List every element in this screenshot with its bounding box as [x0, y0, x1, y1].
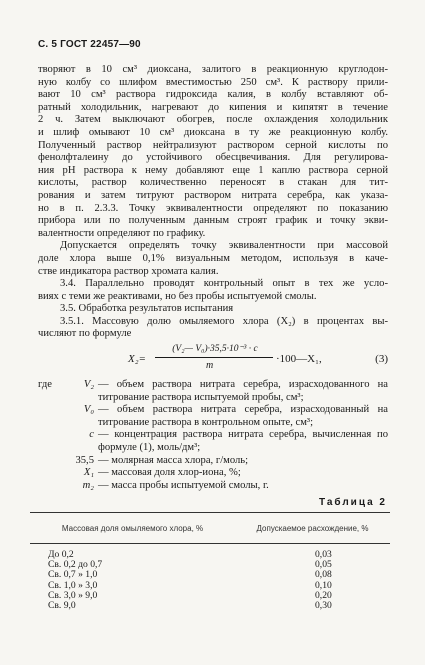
table-column-header: Допускаемое расхождение, % [256, 523, 369, 533]
variable-symbol: X₁ [83, 467, 94, 479]
text-line: ную колбу со шлифом вместимостью 250 см³. К раствору прили- [38, 76, 388, 88]
text-line: прибора или по полученным данным строят график и точку экви- [38, 215, 388, 227]
text-line: 2 ч. Затем выключают обогрев, после охлаждения холодильник [38, 114, 388, 126]
formula-rest: ·100—X₁, [276, 353, 322, 366]
variable-description: — концентрация раствора нитрата серебра, вычисленная по формуле (1), моль/дм³; [98, 429, 388, 454]
table-cell-value: 0,10 [315, 579, 332, 591]
page-header: С. 5 ГОСТ 22457—90 [38, 39, 141, 50]
table-cell-range: Св. 0,7 » 1,0 [48, 569, 98, 581]
text-line: валентности определяют по графику. [38, 227, 206, 239]
table-row [30, 601, 390, 611]
text-line: 3.5.1. Массовую долю омыляемого хлора (X₂) в процентах вы- [60, 315, 388, 327]
section-heading [38, 303, 388, 316]
text-line: фенолфталеину до устойчивого обесцвечивания. Для регулирова- [38, 152, 388, 164]
table-column-header: Массовая доля омыляемого хлора, % [61, 523, 204, 533]
variable-symbol: m₂ [82, 479, 94, 491]
text-line: ния pH раствора к нему добавляют еще 1 каплю раствора серной [38, 164, 388, 176]
table-row [30, 591, 390, 601]
variable-symbol: c [89, 429, 94, 441]
variable-description: — масса пробы испытуемой смолы, г. [98, 479, 269, 491]
text-line: ратный холодильник, нагревают до кипения и кипятят в течение [38, 101, 388, 113]
where-intro: где [38, 379, 52, 391]
formula-denominator: m [206, 360, 214, 372]
variable-symbol: V₀ [83, 404, 94, 416]
text-line: кислоты, раствор количественно переносят в стакан для тит- [38, 177, 388, 189]
variable-description: — массовая доля хлор-иона, %; [98, 467, 241, 479]
paragraph-visual-method [38, 240, 388, 278]
table-cell-range: Св. 9,0 [48, 599, 76, 611]
table-header [30, 513, 390, 543]
formula-numerator: (V₂— V₀)·35,5·10⁻³ · c [172, 344, 258, 355]
table-cell-value: 0,03 [315, 549, 332, 560]
table-title: Таблица 2 [318, 497, 387, 508]
text-line: виях с теми же реактивами, но без пробы испытуемой смолы. [38, 290, 317, 302]
table-cell-value: 0,30 [315, 599, 332, 611]
text-line: творяют в 10 см³ диоксана, залитого в реакционную круглодон- [38, 64, 388, 75]
text-line: числяют по формуле [38, 328, 132, 340]
text-line: 3.4. Параллельно проводят контрольный опыт в тех же усло- [60, 278, 388, 290]
variable-description: — объем раствора нитрата серебра, израсходованного на титрование раствора испытуемой пробы, см³; [98, 379, 388, 403]
paragraph-titration-procedure [38, 64, 388, 240]
variable-definitions [38, 379, 388, 492]
text-line: вают 10 см³ раствора гидроксида калия, в колбу вставляют об- [38, 89, 388, 101]
text-line: но в п. 2.3.3. Точку эквивалентности определяют по показанию [38, 202, 388, 214]
formula-fraction-bar [155, 357, 273, 358]
paragraph-formula-intro [38, 316, 388, 341]
text-line: доле хлора выше 0,1% визуальным методом, используя в каче- [38, 252, 388, 264]
table-cell-value: 0,20 [315, 589, 332, 601]
table-cell-range: Св. 0,2 до 0,7 [48, 559, 103, 571]
table-cell-value: 0,08 [315, 569, 332, 581]
text-line: стве индикатора раствор хромата калия. [38, 265, 219, 277]
section-heading-text: 3.5. Обработка результатов испытания [60, 303, 234, 315]
formula-3 [38, 343, 388, 377]
table-cell-range: До 0,2 [48, 549, 74, 560]
text-line: Допускается определять точку эквивалентности при массовой [60, 240, 388, 252]
variable-symbol: V₂ [83, 379, 94, 391]
variable-description: — объем раствора нитрата серебра, израсходованный на титрование раствора в контрольном опыте, см³; [98, 404, 388, 428]
formula-lhs: X₂= [128, 353, 146, 366]
table-body [30, 544, 390, 611]
formula-number: (3) [375, 353, 388, 366]
text-line: и шлиф омывают 10 см³ диоксана в ту же реакционную колбу. [38, 126, 388, 138]
document-body [38, 64, 388, 492]
variable-description: — молярная масса хлора, г/моль; [98, 454, 249, 466]
table-cell-range: Св. 3,0 » 9,0 [48, 589, 98, 601]
table-cell-value: 0,05 [315, 559, 332, 571]
text-line: Полученный раствор нейтрализуют раствором серной кислоты по [38, 139, 388, 151]
text-line: рования и затем титруют раствором нитрата серебра, как указа- [38, 189, 388, 201]
table-cell-range: Св. 1,0 » 3,0 [48, 579, 98, 591]
variable-symbol: 35,5 [75, 454, 94, 466]
paragraph-control-test [38, 278, 388, 303]
tolerance-table [30, 512, 390, 611]
